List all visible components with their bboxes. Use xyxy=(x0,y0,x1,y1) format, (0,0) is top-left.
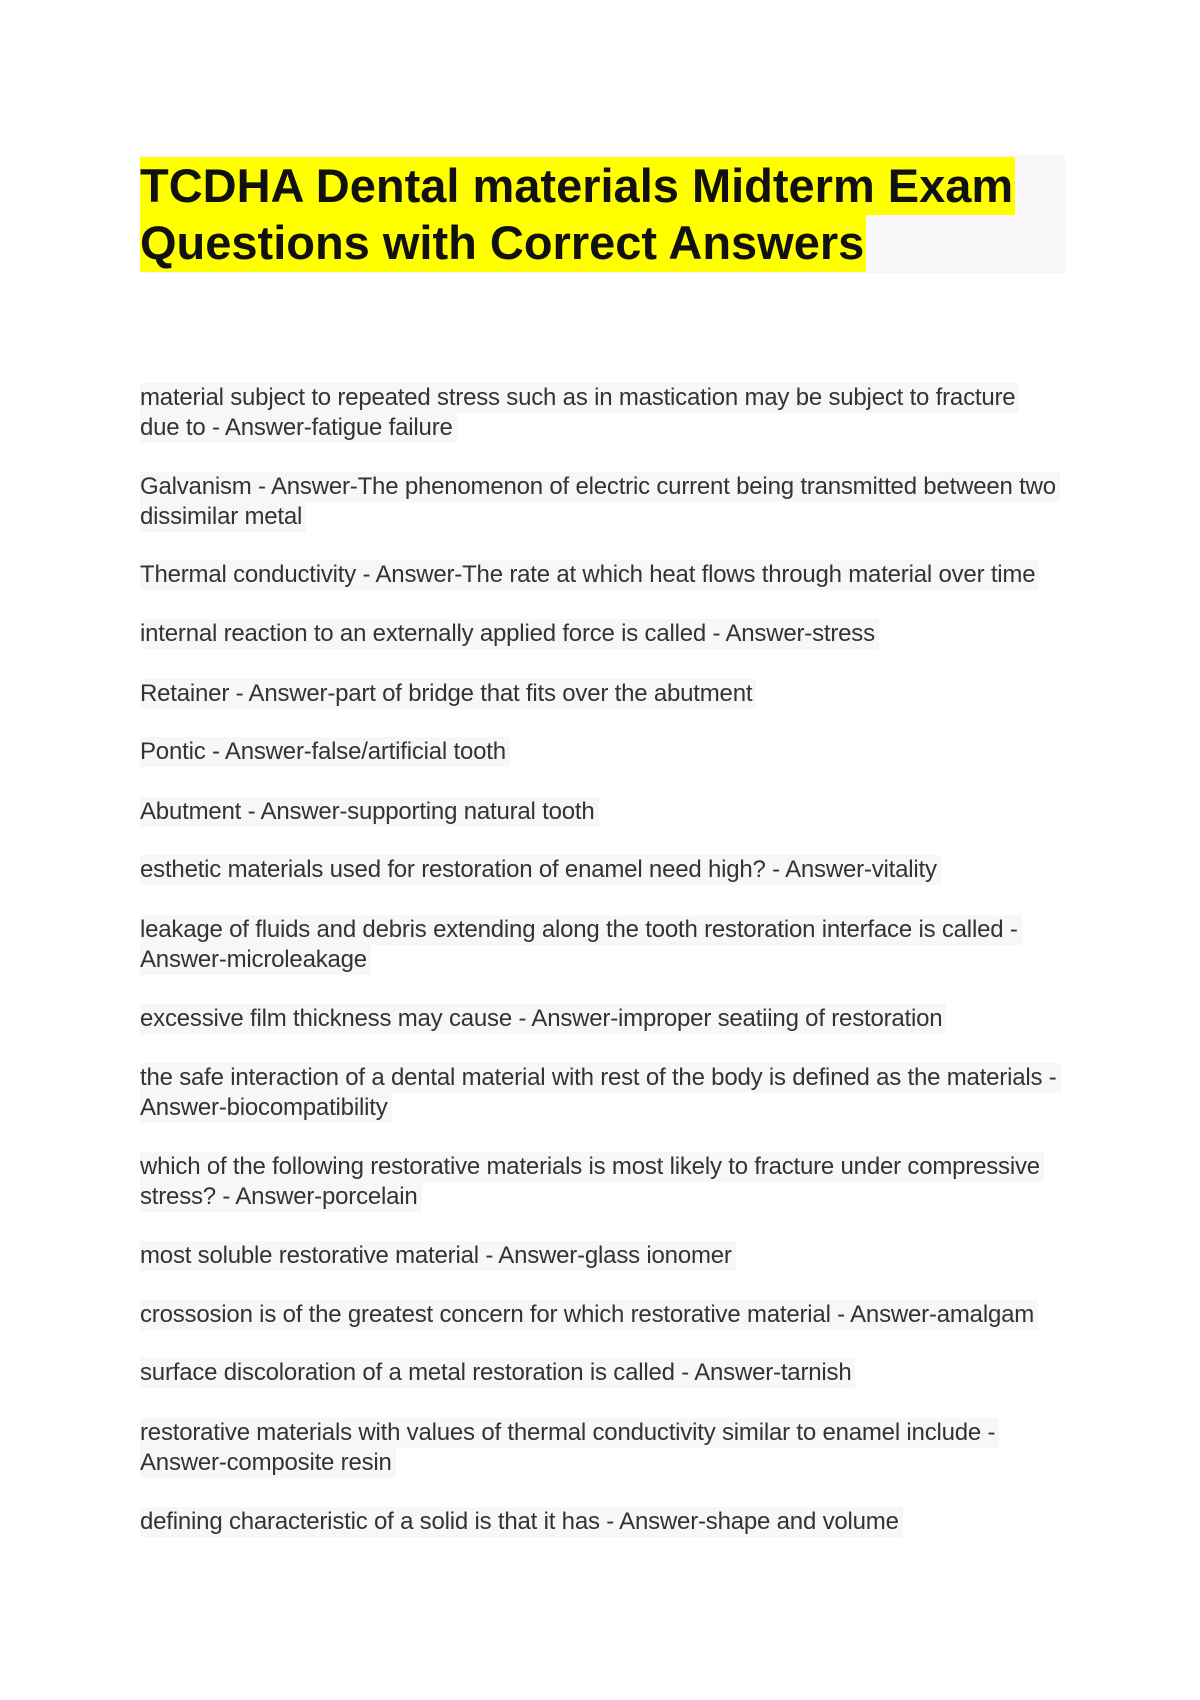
qa-line: Answer-microleakage xyxy=(140,945,371,975)
document-title-line-1: TCDHA Dental materials Midterm Exam xyxy=(140,157,1015,215)
qa-line: esthetic materials used for restoration of enamel need high? - Answer-vitality xyxy=(140,855,941,885)
qa-item xyxy=(140,855,1070,885)
qa-item xyxy=(140,1507,1070,1537)
document-title-line-2: Questions with Correct Answers xyxy=(140,214,866,272)
qa-line: Pontic - Answer-false/artificial tooth xyxy=(140,737,510,767)
qa-line: due to - Answer-fatigue failure xyxy=(140,413,457,443)
qa-item xyxy=(140,1300,1070,1330)
qa-item xyxy=(140,797,1070,827)
qa-item xyxy=(140,1418,1070,1478)
qa-item xyxy=(140,1152,1070,1212)
qa-line: most soluble restorative material - Answer-glass ionomer xyxy=(140,1241,736,1271)
qa-line: Answer-composite resin xyxy=(140,1448,396,1478)
qa-item xyxy=(140,1358,1070,1388)
qa-line: Abutment - Answer-supporting natural tooth xyxy=(140,797,599,827)
qa-item xyxy=(140,619,1070,649)
qa-line: which of the following restorative materials is most likely to fracture under compressive xyxy=(140,1152,1044,1182)
qa-line: material subject to repeated stress such as in mastication may be subject to fracture xyxy=(140,383,1019,413)
qa-item xyxy=(140,1063,1070,1123)
qa-line: Answer-biocompatibility xyxy=(140,1093,392,1123)
qa-line: leakage of fluids and debris extending along the tooth restoration interface is called - xyxy=(140,915,1022,945)
qa-item xyxy=(140,915,1070,975)
qa-item xyxy=(140,1004,1070,1034)
qa-line: internal reaction to an externally applied force is called - Answer-stress xyxy=(140,619,879,649)
qa-line: crossosion is of the greatest concern for which restorative material - Answer-amalgam xyxy=(140,1300,1038,1330)
qa-line: restorative materials with values of thermal conductivity similar to enamel include - xyxy=(140,1418,999,1448)
qa-item xyxy=(140,737,1070,767)
qa-item xyxy=(140,472,1070,532)
qa-line: Retainer - Answer-part of bridge that fits over the abutment xyxy=(140,679,756,709)
qa-item xyxy=(140,383,1070,443)
qa-line: the safe interaction of a dental material with rest of the body is defined as the materials - xyxy=(140,1063,1061,1093)
qa-item xyxy=(140,1241,1070,1271)
qa-line: stress? - Answer-porcelain xyxy=(140,1182,422,1212)
qa-line: dissimilar metal xyxy=(140,502,306,532)
qa-line: Thermal conductivity - Answer-The rate at which heat flows through material over time xyxy=(140,560,1039,590)
qa-line: excessive film thickness may cause - Answer-improper seatiing of restoration xyxy=(140,1004,946,1034)
qa-line: defining characteristic of a solid is that it has - Answer-shape and volume xyxy=(140,1507,903,1537)
qa-item xyxy=(140,679,1070,709)
qa-item xyxy=(140,560,1070,590)
qa-line: Galvanism - Answer-The phenomenon of electric current being transmitted between two xyxy=(140,472,1060,502)
qa-line: surface discoloration of a metal restoration is called - Answer-tarnish xyxy=(140,1358,855,1388)
